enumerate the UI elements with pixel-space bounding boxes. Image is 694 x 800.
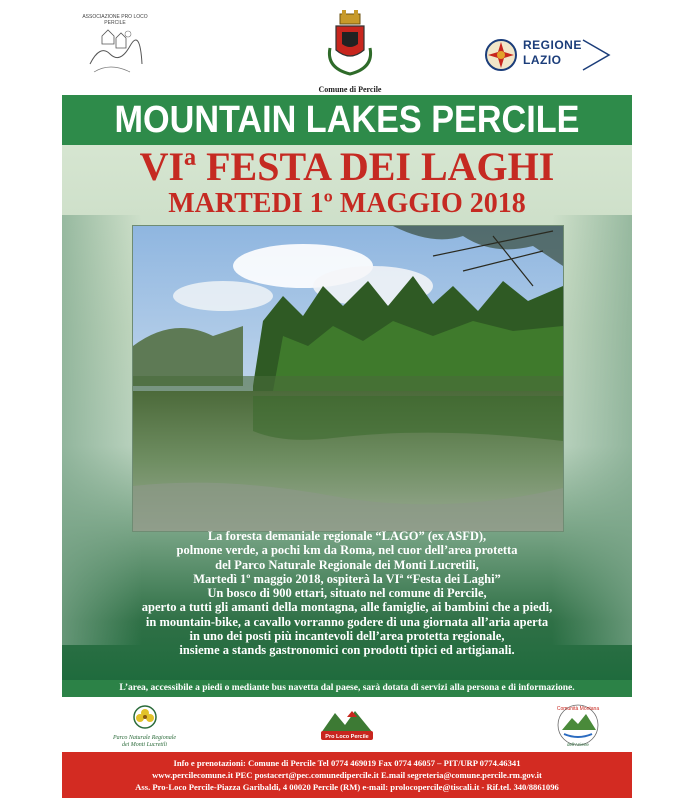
footer-line-web: www.percilecomune.it PEC postacert@pec.comunedipercile.it E.mail segreteria@comune.percile.rm.gov.it bbox=[152, 770, 542, 780]
contact-footer bbox=[62, 752, 632, 798]
regione-lazio-text bbox=[523, 38, 582, 68]
regione-lazio-logo bbox=[483, 38, 613, 72]
event-date: MARTEDI 1º MAGGIO 2018 bbox=[168, 188, 526, 219]
footer-line-info: Info e prenotazioni: Comune di Percile Tel 0774 469019 Fax 0774 46057 – PIT/URP 0774.46341 bbox=[173, 758, 521, 768]
bottom-logos bbox=[62, 700, 632, 750]
access-note: L’area, accessibile a piedi o mediante bus navetta dal paese, sarà dotata di servizi alla persona e di informazione. bbox=[62, 680, 632, 697]
flower-emblem-icon bbox=[130, 704, 160, 730]
description-line: aperto a tutti gli amanti della montagna, alle famiglie, ai bambini che a piedi, bbox=[141, 600, 553, 615]
poster-title: MOUNTAIN LAKES PERCILE bbox=[114, 99, 580, 141]
description-line: del Parco Naturale Regionale dei Monti Lucretili, bbox=[215, 557, 479, 572]
lake-landscape-image bbox=[133, 226, 563, 531]
regione-lazio-emblem-icon bbox=[483, 38, 519, 72]
footer-line-proloco: Ass. Pro-Loco Percile-Piazza Garibaldi, 4 00020 Percile (RM) e-mail: prolocopercile@tiscali.it - Rif.tel. 340/8861096 bbox=[135, 782, 559, 792]
pro-loco-logo bbox=[80, 14, 150, 82]
description-line: polmone verde, a pochi km da Roma, nel cuor dell’area protetta bbox=[176, 543, 518, 558]
pro-loco-mountain-icon bbox=[317, 703, 377, 743]
comunita-montana-logo bbox=[552, 700, 604, 750]
pro-loco-badge-text: Pro Loco Percile bbox=[325, 734, 369, 740]
description-line: Martedì 1º maggio 2018, ospiterà la VIª “Festa dei Laghi” bbox=[193, 571, 501, 586]
lake-photo bbox=[132, 225, 564, 532]
description-line: Un bosco di 900 ettari, situato nel comune di Percile, bbox=[207, 586, 487, 601]
comunita-line1: Comunità Montana bbox=[556, 706, 600, 712]
description-block bbox=[62, 529, 632, 658]
coat-of-arms-icon bbox=[322, 8, 378, 78]
poster-body bbox=[62, 95, 632, 680]
comunita-montana-emblem-icon bbox=[552, 700, 604, 750]
description-line: in mountain-bike, a cavallo vorranno godere di una giornata all’aria aperta bbox=[145, 614, 549, 629]
pro-loco-badge bbox=[317, 703, 377, 743]
title-band bbox=[62, 95, 632, 145]
description-line: in uno dei posti più incantevoli dell’area protetta regionale, bbox=[189, 629, 505, 644]
comune-percile-caption: Comune di Percile bbox=[318, 85, 382, 94]
parco-lucretili-logo bbox=[97, 704, 192, 749]
pro-loco-logo-caption: ASSOCIAZIONE PRO LOCO PERCILE bbox=[82, 14, 148, 26]
comunita-line2: dell'Aniene bbox=[567, 742, 589, 747]
festa-title: VIª FESTA DEI LAGHI bbox=[139, 144, 555, 189]
regione-lazio-chevron-icon bbox=[581, 38, 611, 72]
parco-caption-line2: dei Monti Lucretili bbox=[121, 742, 168, 748]
top-logos bbox=[0, 0, 694, 95]
parco-caption-line1: Parco Naturale Regionale bbox=[112, 735, 177, 741]
description-line: La foresta demaniale regionale “LAGO” (ex ASFD), bbox=[207, 529, 487, 543]
comune-percile-logo bbox=[305, 8, 395, 94]
regione-lazio-line1: REGIONE bbox=[523, 38, 582, 52]
regione-lazio-line2: LAZIO bbox=[523, 53, 562, 67]
description-line: insieme a stands gastronomici con prodotti tipici ed artigianali. bbox=[179, 643, 515, 658]
